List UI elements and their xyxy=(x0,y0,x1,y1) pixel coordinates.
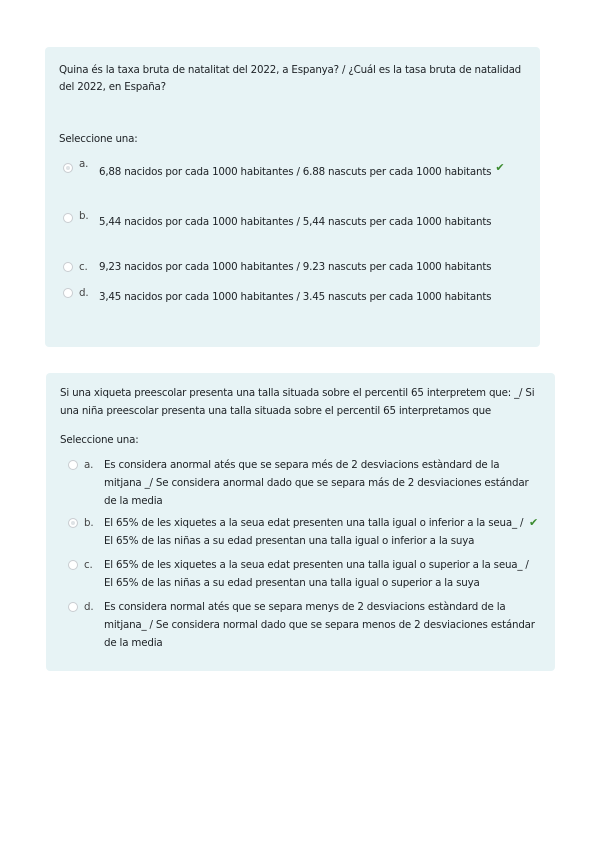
option-letter: b. xyxy=(84,517,94,529)
option-b[interactable] xyxy=(63,209,491,231)
radio-button[interactable] xyxy=(68,460,78,470)
radio-button[interactable] xyxy=(68,560,78,570)
option-text: Es considera normal atés que se separa menys de 2 desviacions estàndard de la mitjana_ / Se considera normal dado que se separa menos de 2 desviaciones estándar de la media xyxy=(104,601,535,649)
option-letter: d. xyxy=(84,601,94,613)
option-text: 3,45 nacidos por cada 1000 habitantes / 3.45 nascuts per cada 1000 habitants xyxy=(99,291,492,303)
question-text: Quina és la taxa bruta de natalitat del 2022, a Espanya? / ¿Cuál es la tasa bruta de natalidad del 2022, en España? xyxy=(59,64,522,93)
select-prompt: Seleccione una: xyxy=(59,133,138,145)
option-letter: a. xyxy=(79,158,89,170)
option-letter: a. xyxy=(84,459,94,471)
option-text: El 65% de les xiquetes a la seua edat presenten una talla igual o superior a la seua_ / El 65% de las niñas a su edad presentan una talla igual o superior a la suya xyxy=(104,559,529,589)
option-c[interactable] xyxy=(68,556,538,592)
question-text: Si una xiqueta preescolar presenta una talla situada sobre el percentil 65 interpretem que: _/ Si una niña preescolar presenta una talla situada sobre el percentil 65 interpretamos que xyxy=(60,387,535,417)
option-b[interactable] xyxy=(68,514,538,550)
option-d[interactable] xyxy=(68,598,538,652)
option-letter: c. xyxy=(79,261,88,273)
option-letter: b. xyxy=(79,210,89,222)
option-text: 5,44 nacidos por cada 1000 habitantes / 5,44 nascuts per cada 1000 habitants xyxy=(99,216,492,228)
option-text: El 65% de les xiquetes a la seua edat presenten una talla igual o inferior a la seua_ / El 65% de las niñas a su edad presentan una talla igual o inferior a la suya xyxy=(104,517,524,547)
radio-button[interactable] xyxy=(63,288,73,298)
option-d[interactable] xyxy=(63,284,491,306)
check-icon: ✔ xyxy=(528,516,538,529)
question-card-1 xyxy=(45,47,540,347)
option-text: Es considera anormal atés que se separa més de 2 desviacions estàndard de la mitjana _/ Se considera anormal dado que se separa más de 2 desviaciones estándar de la media xyxy=(104,459,529,507)
radio-button[interactable] xyxy=(63,163,73,173)
option-letter: d. xyxy=(79,287,89,299)
radio-button[interactable] xyxy=(63,213,73,223)
option-a[interactable] xyxy=(68,456,538,510)
radio-button[interactable] xyxy=(68,602,78,612)
option-text: 9,23 nacidos por cada 1000 habitantes / 9.23 nascuts per cada 1000 habitants xyxy=(99,261,492,273)
check-icon: ✔ xyxy=(495,161,505,174)
option-c[interactable] xyxy=(63,258,491,276)
option-text: 6,88 nacidos por cada 1000 habitantes / 6.88 nascuts per cada 1000 habitants xyxy=(99,166,492,178)
option-a[interactable] xyxy=(63,159,504,181)
option-letter: c. xyxy=(84,559,93,571)
radio-button[interactable] xyxy=(63,262,73,272)
radio-button[interactable] xyxy=(68,518,78,528)
question-card-2 xyxy=(46,373,555,671)
select-prompt: Seleccione una: xyxy=(60,434,139,446)
